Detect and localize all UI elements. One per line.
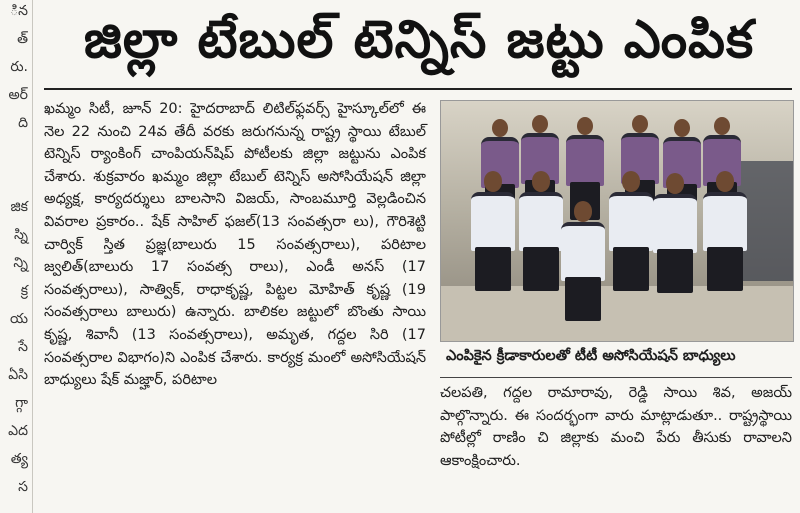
fragment-text: సే: [18, 339, 28, 355]
fragment-text: ఏసి: [8, 367, 28, 383]
fragment-text: జిక: [10, 199, 28, 215]
headline: జిల్లా టేబుల్ టెన్నిస్ జట్టు ఎంపిక: [83, 9, 755, 70]
fragment-text: క్ర: [20, 283, 28, 299]
fragment-text: స: [18, 479, 28, 495]
team-photo: [440, 100, 794, 342]
article-body: [44, 98, 426, 508]
fragment-text: అర్: [8, 87, 28, 103]
photo-floor: [441, 286, 793, 341]
fragment-text: య: [9, 311, 28, 327]
article-continuation-paragraph: చలపతి, గద్దల రామారావు, రెడ్డి సాయి శివ, అజయ్ పాల్గొన్నారు. ఈ సందర్భంగా వారు మాట్లాడుతూ.. రాష్ట్రస్థాయి పోటీల్లో రాణిం చి జిల్లాకు మంచి పేరు తీసుకు రావాలని ఆకాంక్షించారు.: [440, 385, 792, 469]
caption-rule: [440, 377, 792, 378]
adjacent-column-fragment: [0, 0, 33, 513]
fragment-text: ఎద: [8, 423, 28, 439]
fragment-text: రు.: [10, 59, 28, 75]
fragment-text: ది: [18, 115, 28, 131]
fragment-text: న్ని: [13, 255, 28, 271]
fragment-text: స్ని: [13, 227, 28, 243]
fragment-text: త్: [17, 31, 28, 47]
article-continuation: [440, 382, 792, 508]
fragment-text: త్య: [10, 451, 28, 467]
headline-rule: [44, 88, 792, 90]
fragment-text: ిన: [10, 3, 28, 19]
photo-caption: ఎంపికైన క్రీడాకారులతో టీటీ అసోసియేషన్ బాధ్యులు: [446, 348, 736, 364]
fragment-text: గ్గా: [15, 395, 28, 411]
article-paragraph: ఖమ్మం సిటీ, జూన్ 20: హైదరాబాద్ లిటిల్‌ఫ్లవర్స్ హైస్కూల్‌లో ఈ నెల 22 నుంచి 24వ తేదీ వరకు జరుగనున్న రాష్ట్ర స్థాయి టేబుల్ టెన్నిస్ ర్యాంకింగ్ చాంపియన్‌షిప్ పోటీలకు జిల్లా జట్టును ఎంపిక చేశారు. శుక్రవారం ఖమ్మం జిల్లా టేబుల్ టెన్నిస్ అసోసియేషన్ జిల్లా అధ్యక్ష, కార్యదర్శులు బాలసాని విజయ్, సాంబమూర్తి వెల్లడించిన వివరాల ప్రకారం.. షేక్ సాహిల్ ఫజల్(13 సంవత్సరా లు), గౌరిశెట్టి చార్విక్ స్తిత ప్రజ్ఞ(బాలురు 15 సంవత్సరాలు), పరిటాల జ్వలిత్(బాలురు 17 సంవత్స రాలు), ఎండీ అనస్ (17 సంవత్సరాలు), సాత్విక్, రాధాకృష్ణ, పిట్టల మోహిత్ కృష్ణ (19 సంవత్సరాలు బాలురు) ఉన్నారు. బాలికల జట్టులో బొంతు సాయి కృష్ణ, శివానీ (13 సంవత్సరాలు), అమృత, గద్దల సిరి (17 సంవత్సరాల విభాగం)ని ఎంపిక చేశారు. కార్యక్ర మంలో అసోసియేషన్ బాధ్యులు షేక్ మజ్హార్, పరిటాల: [44, 101, 426, 389]
